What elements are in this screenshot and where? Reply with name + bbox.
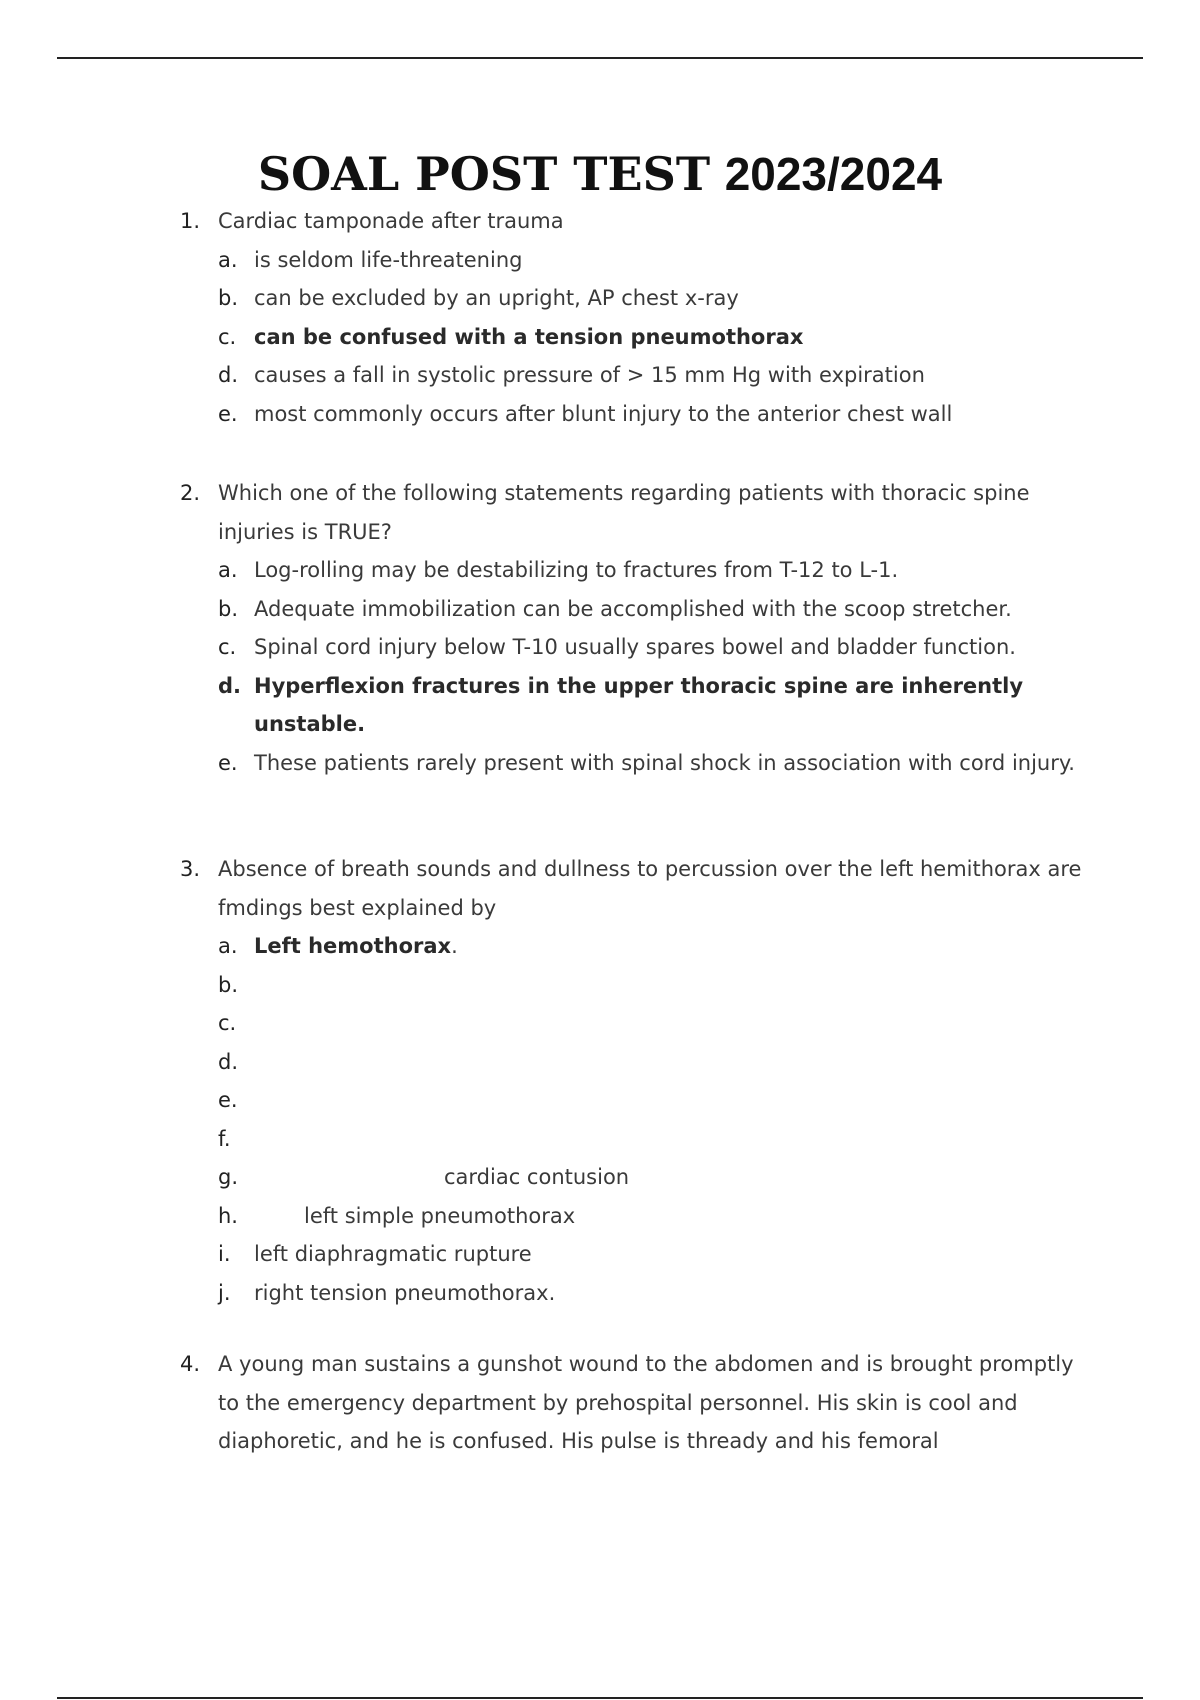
option-b: b. can be excluded by an upright, AP chest x-ray bbox=[218, 286, 739, 310]
question-1 bbox=[180, 202, 1090, 433]
top-rule bbox=[57, 57, 1143, 59]
question-number: 1. bbox=[180, 209, 201, 233]
question-text: Cardiac tamponade after trauma bbox=[218, 209, 564, 233]
option-b: b. bbox=[218, 972, 239, 997]
option-a: a. is seldom life-threatening bbox=[218, 247, 523, 272]
page-title-text: SOAL POST TEST bbox=[257, 147, 711, 201]
option-e: e. bbox=[218, 1088, 238, 1112]
option-e: e. most commonly occurs after blunt injury to the anterior chest wall bbox=[218, 401, 953, 426]
option-i: i. left diaphragmatic rupture bbox=[218, 1242, 532, 1266]
option-c: c. bbox=[218, 1011, 237, 1035]
option-e: e. These patients rarely present with spinal shock in association with cord injury. bbox=[218, 750, 1075, 775]
option-d: d. bbox=[218, 1049, 239, 1074]
option-j: j. right tension pneumothorax. bbox=[218, 1280, 556, 1305]
option-c: c. Spinal cord injury below T-10 usually spares bowel and bladder function. bbox=[218, 635, 1016, 659]
question-number: 4. bbox=[180, 1352, 201, 1376]
option-list bbox=[180, 927, 1090, 1312]
option-c-correct: c. can be confused with a tension pneumothorax bbox=[218, 324, 804, 349]
option-g: g. cardiac contusion bbox=[218, 1165, 630, 1189]
question-4 bbox=[180, 1345, 1090, 1461]
option-a: a. Log-rolling may be destabilizing to fractures from T-12 to L-1. bbox=[218, 558, 899, 582]
option-list bbox=[180, 241, 1090, 434]
option-list bbox=[180, 551, 1090, 782]
question-text: Absence of breath sounds and dullness to percussion over the left hemithorax are fmdings best explained by bbox=[218, 857, 1082, 920]
option-d: d. causes a fall in systolic pressure of > 15 mm Hg with expiration bbox=[218, 363, 925, 387]
question-3 bbox=[180, 850, 1090, 1312]
question-number: 2. bbox=[180, 481, 201, 505]
page-title bbox=[0, 146, 1200, 202]
option-d-correct: d. Hyperflexion fractures in the upper thoracic spine are inherently unstable. bbox=[218, 673, 1024, 736]
question-2 bbox=[180, 474, 1090, 782]
option-a-correct: a. Left hemothorax. bbox=[218, 934, 458, 958]
option-b: b. Adequate immobilization can be accomplished with the scoop stretcher. bbox=[218, 596, 1012, 621]
option-h: h. left simple pneumothorax bbox=[218, 1203, 576, 1228]
bottom-rule bbox=[57, 1697, 1143, 1699]
question-text: Which one of the following statements regarding patients with thoracic spine injuries is TRUE? bbox=[218, 481, 1030, 544]
question-number: 3. bbox=[180, 857, 201, 881]
page-title-year: 2023/2024 bbox=[724, 148, 943, 200]
option-f: f. bbox=[218, 1126, 231, 1151]
question-text: A young man sustains a gunshot wound to the abdomen and is brought promptly to the emergency department by prehospital personnel. His skin is cool and diaphoretic, and he is confused. His pulse is thready and his femoral bbox=[218, 1352, 1074, 1453]
